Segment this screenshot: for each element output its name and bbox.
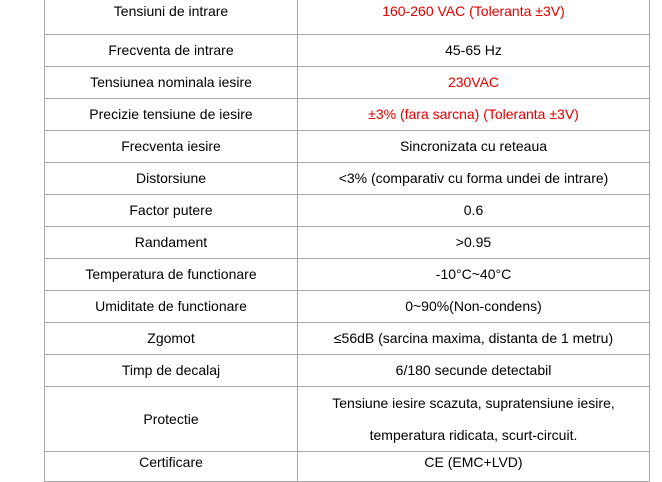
spec-value: ±3% (fara sarcna) (Toleranta ±3V) (298, 98, 650, 130)
spec-value (298, 386, 650, 451)
spec-label: Timp de decalaj (45, 354, 298, 386)
table-row (45, 66, 650, 98)
table-row (45, 0, 650, 34)
spec-value: Sincronizata cu reteaua (298, 130, 650, 162)
table-row (45, 322, 650, 354)
spec-value: CE (EMC+LVD) (298, 451, 650, 481)
table-row (45, 226, 650, 258)
spec-value: ≤56dB (sarcina maxima, distanta de 1 metru) (298, 322, 650, 354)
table-row (45, 354, 650, 386)
spec-label: Precizie tensiune de iesire (45, 98, 298, 130)
spec-value: 230VAC (298, 66, 650, 98)
spec-label: Tensiunea nominala iesire (45, 66, 298, 98)
spec-label: Protectie (45, 386, 298, 451)
table-row (45, 130, 650, 162)
spec-label: Umiditate de functionare (45, 290, 298, 322)
spec-value-line: temperatura ridicata, scurt-circuit. (369, 426, 578, 443)
spec-label: Distorsiune (45, 162, 298, 194)
spec-value: -10°C~40°C (298, 258, 650, 290)
spec-value: 45-65 Hz (298, 34, 650, 66)
spec-label: Randament (45, 226, 298, 258)
spec-label: Temperatura de functionare (45, 258, 298, 290)
spec-label: Zgomot (45, 322, 298, 354)
spec-value: 160-260 VAC (Toleranta ±3V) (298, 0, 650, 34)
table-row (45, 290, 650, 322)
table-row (45, 451, 650, 481)
table-row (45, 386, 650, 451)
spec-value: 0~90%(Non-condens) (298, 290, 650, 322)
table-row (45, 162, 650, 194)
spec-label: Certificare (45, 451, 298, 481)
spec-label: Factor putere (45, 194, 298, 226)
specifications-table (44, 0, 650, 482)
table-row (45, 98, 650, 130)
table-row (45, 194, 650, 226)
spec-label: Frecventa de intrare (45, 34, 298, 66)
table-row (45, 258, 650, 290)
spec-value: 6/180 secunde detectabil (298, 354, 650, 386)
spec-label: Frecventa iesire (45, 130, 298, 162)
table-row (45, 34, 650, 66)
spec-value: >0.95 (298, 226, 650, 258)
spec-value-line: Tensiune iesire scazuta, supratensiune iesire, (332, 394, 615, 411)
spec-value: <3% (comparativ cu forma undei de intrare) (298, 162, 650, 194)
spec-value: 0.6 (298, 194, 650, 226)
spec-label: Tensiuni de intrare (45, 0, 298, 34)
